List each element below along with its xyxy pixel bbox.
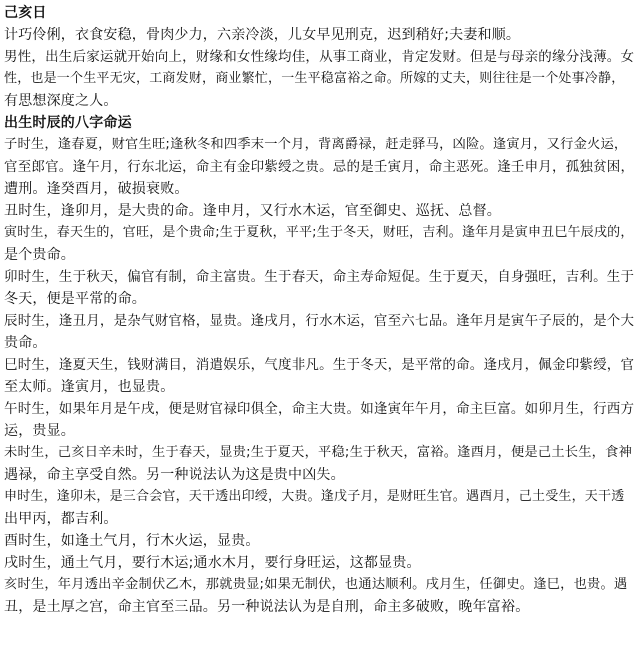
hour-text-line: 巳时生，逢夏天生，钱财满目，消遣娱乐，气度非凡。生于冬天，是平常的命。逢戌月，佩金印紫绶，官 xyxy=(4,357,634,373)
hour-destiny-block xyxy=(4,134,634,618)
hour-text-line: 是个贵命。 xyxy=(4,247,75,263)
hour-text-line: 寅时生，春天生的，官旺，是个贵命;生于夏秋，平平;生于冬天，财旺，吉利。逢年月是寅申丑巳午辰戌的， xyxy=(4,225,634,240)
hour-text-line: 子时生，逢春夏，财官生旺;逢秋冬和四季末一个月，背离爵禄，赶走驿马，凶险。逢寅月，又行金火运， xyxy=(4,137,628,152)
hour-text-line: 遭刑。逢癸酉月，破损衰败。 xyxy=(4,181,189,197)
hour-text-line: 丑时生，逢卯月，是大贵的命。逢申月，又行水木运，官至御史、巡抚、总督。 xyxy=(4,203,501,219)
hour-text-line: 冬天，便是平常的命。 xyxy=(4,291,146,307)
hour-text-line: 辰时生，逢丑月，是杂气财官格，显贵。逢戌月，行水木运，官至六七品。逢年月是寅午子辰的，是个大 xyxy=(4,313,634,329)
hour-text-line: 申时生，逢卯未，是三合会官，天干透出印绶，大贵。逢戊子月，是财旺生官。遇酉月，己土受生，天干透 xyxy=(4,489,625,504)
hour-text-line: 卯时生，生于秋天，偏官有制，命主富贵。生于春天，命主寿命短促。生于夏天，自身强旺，吉利。生于 xyxy=(4,269,634,285)
subheading: 出生时辰的八字命运 xyxy=(4,115,132,131)
hour-text-line: 午时生，如果年月是午戌，便是财官禄印俱全，命主大贵。如逢寅年午月，命主巨富。如卯月生，行西方 xyxy=(4,401,634,417)
section-title: 己亥日 xyxy=(4,5,47,21)
hour-text-line: 官至郎官。逢午月，行东北运，命主有金印紫绶之贵。忌的是壬寅月，命主恶死。逢壬申月，孤独贫困， xyxy=(4,159,634,175)
hour-text-line: 至太师。逢寅月，也显贵。 xyxy=(4,379,175,395)
summary-line: 有思想深度之人。 xyxy=(4,93,118,109)
hour-text-line: 出甲丙，都吉利。 xyxy=(4,511,118,527)
hour-text-line: 运，贵显。 xyxy=(4,423,75,439)
summary-block xyxy=(4,24,634,112)
hour-text-line: 酉时生，如逢土气月，行木火运，显贵。 xyxy=(4,533,260,549)
hour-text-line: 亥时生，年月透出辛金制伏乙木，那就贵显;如果无制伏，也通达顺利。戌月生，任御史。逢巳，也贵。遇 xyxy=(4,577,628,592)
summary-line: 男性，出生后家运就开始向上，财缘和女性缘均佳，从事工商业，肯定发财。但是与母亲的缘分浅薄。女 xyxy=(4,49,634,65)
hour-text-line: 未时生，己亥日辛未时，生于春天，显贵;生于夏天，平稳;生于秋天，富裕。逢酉月，便是己土长生，食神 xyxy=(4,445,633,460)
summary-line: 计巧伶俐，衣食安稳，骨肉少力，六亲冷淡，儿女早见刑克，迟到稍好;夫妻和顺。 xyxy=(4,27,521,43)
hour-text-line: 丑，是土厚之宫，命主官至三品。另一种说法认为是自刑，命主多破败，晚年富裕。 xyxy=(4,599,530,615)
hour-text-line: 遇禄，命主享受自然。另一种说法认为这是贵中凶失。 xyxy=(4,467,345,483)
summary-line: 性，也是一个生平无灾，工商发财，商业繁忙，一生平稳富裕之命。所嫁的丈夫，则往往是一个处事冷静， xyxy=(4,71,625,86)
hour-text-line: 贵命。 xyxy=(4,335,47,351)
hour-text-line: 戌时生，通土气月，要行木运;通水木月，要行身旺运，这都显贵。 xyxy=(4,555,421,571)
